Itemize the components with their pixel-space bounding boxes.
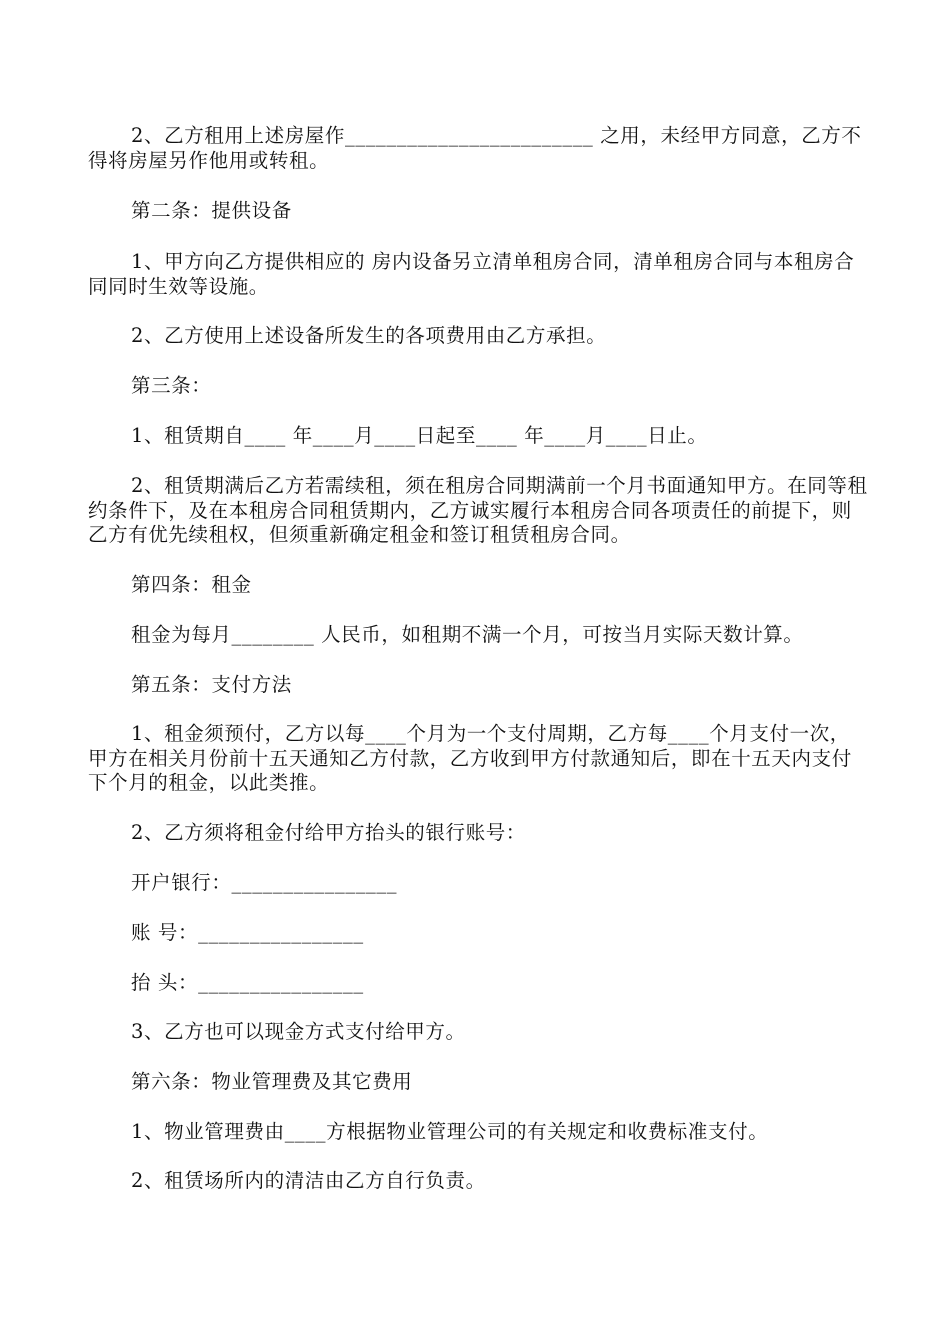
article-4-heading: 第四条：租金 (131, 573, 252, 596)
article-5-heading: 第五条：支付方法 (131, 673, 292, 696)
clause-5-payment-3: 3、乙方也可以现金方式支付给甲方。 (131, 1020, 466, 1043)
clause-4-rent: 租金为每月________ 人民币，如租期不满一个月，可按当月实际天数计算。 (131, 623, 804, 646)
clause-5-payment-1: 1、租金须预付，乙方以每____个月为一个支付周期，乙方每____个月支付一次，甲方在相关月份前十五天通知乙方付款，乙方收到甲方付款通知后，即在十五天内支付下个月的租金，以此类推。 (88, 722, 852, 794)
clause-2-equipment-2: 2、乙方使用上述设备所发生的各项费用由乙方承担。 (131, 324, 607, 347)
article-3-heading: 第三条： (131, 374, 212, 397)
article-6-heading: 第六条：物业管理费及其它费用 (131, 1070, 413, 1093)
clause-3-term-1: 1、租赁期自____ 年____月____日起至____ 年____月____日止。 (131, 424, 708, 447)
bank-name-field: 开户银行：________________ (131, 871, 398, 894)
clause-2-1-usage: 2、乙方租用上述房屋作________________________ 之用，未经甲方同意，乙方不得将房屋另作他用或转租。 (88, 124, 862, 172)
clause-6-fees-1: 1、物业管理费由____方根据物业管理公司的有关规定和收费标准支付。 (131, 1120, 769, 1143)
account-number-field: 账 号：________________ (131, 921, 364, 944)
article-2-heading: 第二条：提供设备 (131, 199, 292, 222)
clause-2-equipment-1: 1、甲方向乙方提供相应的 房内设备另立清单租房合同，清单租房合同与本租房合同同时生效等设施。 (88, 250, 855, 298)
clause-5-payment-2: 2、乙方须将租金付给甲方抬头的银行账号： (131, 821, 526, 844)
clause-3-renewal-2: 2、租赁期满后乙方若需续租，须在租房合同期满前一个月书面通知甲方。在同等租约条件下，及在本租房合同租赁期内，乙方诚实履行本租房合同各项责任的前提下，则乙方有优先续租权，但须重新确定租金和签订租赁租房合同。 (88, 474, 868, 546)
clause-6-fees-2: 2、租赁场所内的清洁由乙方自行负责。 (131, 1169, 486, 1192)
account-holder-field: 抬 头：________________ (131, 971, 364, 994)
